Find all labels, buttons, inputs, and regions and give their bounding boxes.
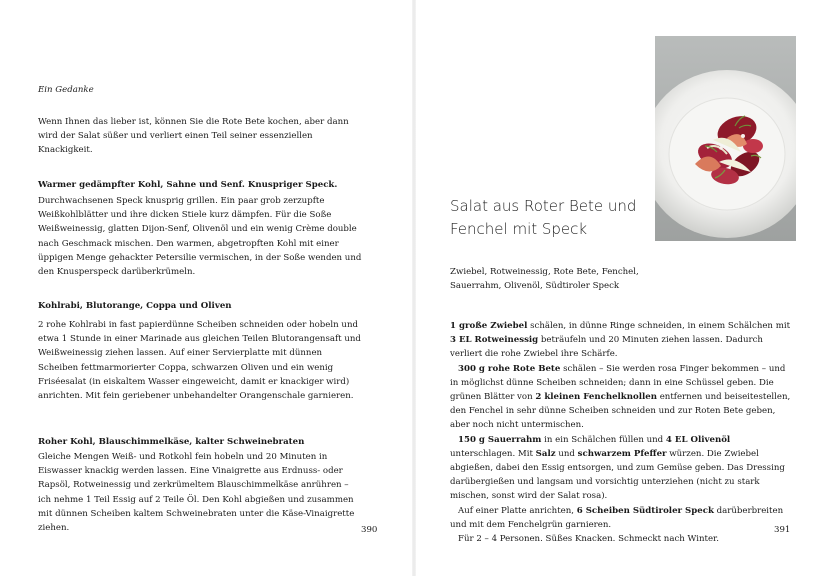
- recipe-title-line-2: Fenchel mit Speck: [450, 220, 588, 238]
- section-heading-kohl: Warmer gedämpfter Kohl, Sahne und Senf. Knuspriger Speck.: [38, 180, 338, 190]
- section-heading-roher-kohl: Roher Kohl, Blauschimmelkäse, kalter Schweinebraten: [38, 437, 305, 447]
- step-3-text-c: und: [555, 448, 578, 459]
- book-gutter: [412, 0, 416, 576]
- step-2-amount: 300 g rohe Rote Bete: [458, 363, 561, 374]
- recipe-steps: [450, 319, 795, 546]
- step-1: [450, 319, 795, 362]
- step-1-amount: 1 große Zwiebel: [450, 321, 528, 331]
- salad-plate-photo: [655, 36, 796, 241]
- step-4-text-b: darüberbreiten und mit dem Fenchelgrün garnieren.: [450, 505, 784, 530]
- step-2: [450, 362, 795, 433]
- step-1-text-b: beträufeln und 20 Minuten ziehen lassen. Dadurch verliert die rohe Zwiebel ihre Schärfe.: [450, 335, 763, 360]
- step-4-speck: 6 Scheiben Südtiroler Speck: [576, 505, 714, 516]
- section-body-kohlrabi: 2 rohe Kohlrabi in fast papierdünne Scheiben schneiden oder hobeln und etwa 1 Stunde in einer Marinade aus gleichen Teilen Blutorangensaft und Weißweinessig ziehen lassen. Auf einer Servierplatte mit dünnen Scheiben fettmarmorierter Coppa, schwarzen Oliven und ein wenig Friséesalat (in eiskaltem Wasser eingeweicht, damit er knackiger wird) anrichten. Mit fein geriebener unbehandelter Orangenschale garnieren.: [38, 320, 361, 402]
- section-body-kohl: Durchwachsenen Speck knusprig grillen. Ein paar grob zerzupfte Weißkohlblätter und ihre dicken Stiele kurz dämpfen. Für die Soße Weißweinessig, glatten Dijon-Senf, Olivenöl und ein wenig Crème double nach Geschmack mischen. Den warmen, abgetropften Kohl mit einer üppigen Menge gehackter Petersilie vermischen, in der Soße wenden und den Knusperspeck darüberkrümeln.: [38, 196, 362, 278]
- step-3-text-a: in ein Schälchen füllen und: [541, 434, 666, 445]
- step-3-amount-2: 4 EL Olivenöl: [665, 434, 731, 445]
- section-body-roher-kohl: Gleiche Mengen Weiß- und Rotkohl fein hobeln und 20 Minuten in Eiswasser knackig werden lassen. Eine Vinaigrette aus Erdnuss- oder Rapsöl, Rotweinessig und zerkrümeltem Blauschimmelkäse anrühren – ich nehme 1 Teil Essig auf 2 Teile Öl. Den Kohl abgießen und zusammen mit dünnen Scheiben kaltem Schweinebraten unter die Käse-Vinaigrette ziehen.: [38, 452, 355, 534]
- step-4-text-a: Auf einer Platte anrichten,: [458, 505, 577, 516]
- step-2-amount-2: 2 kleinen Fenchelknollen: [535, 392, 657, 403]
- step-2-text-a: schälen – Sie werden rosa Finger bekommen – und in möglichst dünne Scheiben schneiden; dann in eine Schüssel geben. Die grünen Blätter von: [450, 363, 786, 403]
- step-1-text-a: schälen, in dünne Ringe schneiden, in einem Schälchen mit: [527, 321, 791, 331]
- step-3-salt: Salz: [535, 448, 556, 459]
- ingredient-line-1: Zwiebel, Rotweinessig, Rote Bete, Fenchel,: [450, 267, 639, 277]
- step-2-text-b: entfernen und beiseitestellen, den Fenchel in sehr dünne Scheiben schneiden und zur Roten Bete geben, aber noch nicht untermischen.: [450, 392, 791, 431]
- ingredient-line-2: Sauerrahm, Olivenöl, Südtiroler Speck: [450, 281, 620, 292]
- kicker-title: Ein Gedanke: [38, 85, 94, 95]
- section-heading-kohlrabi: Kohlrabi, Blutorange, Coppa und Oliven: [38, 301, 232, 311]
- step-3-text-b: unterschlagen. Mit: [450, 448, 536, 459]
- page-number-right: 391: [774, 525, 791, 535]
- recipe-title-line-1: Salat aus Roter Bete und: [450, 197, 637, 215]
- ingredient-list: [450, 265, 650, 293]
- serving-note: Für 2 – 4 Personen. Süßes Knacken. Schmeckt nach Winter.: [458, 534, 719, 545]
- step-3-amount: 150 g Sauerrahm: [458, 434, 542, 445]
- step-4: [450, 504, 795, 532]
- step-3-text-d: würzen. Die Zwiebel abgießen, dabei den Essig entsorgen, und zum Gemüse geben. Das Dressing darübergießen und langsam und vorsichtig unterziehen (nicht zu stark mischen, sonst wird der Salat rosa).: [450, 448, 785, 502]
- step-3: [450, 433, 795, 504]
- page-number-left: 390: [361, 525, 378, 535]
- step-3-pepper: schwarzem Pfeffer: [577, 448, 667, 459]
- recipe-title: [450, 195, 650, 241]
- intro-paragraph: Wenn Ihnen das lieber ist, können Sie die Rote Bete kochen, aber dann wird der Salat süßer und verliert einen Teil seiner essenziellen Knackigkeit.: [38, 117, 349, 156]
- step-1-amount-2: 3 EL Rotweinessig: [450, 335, 539, 346]
